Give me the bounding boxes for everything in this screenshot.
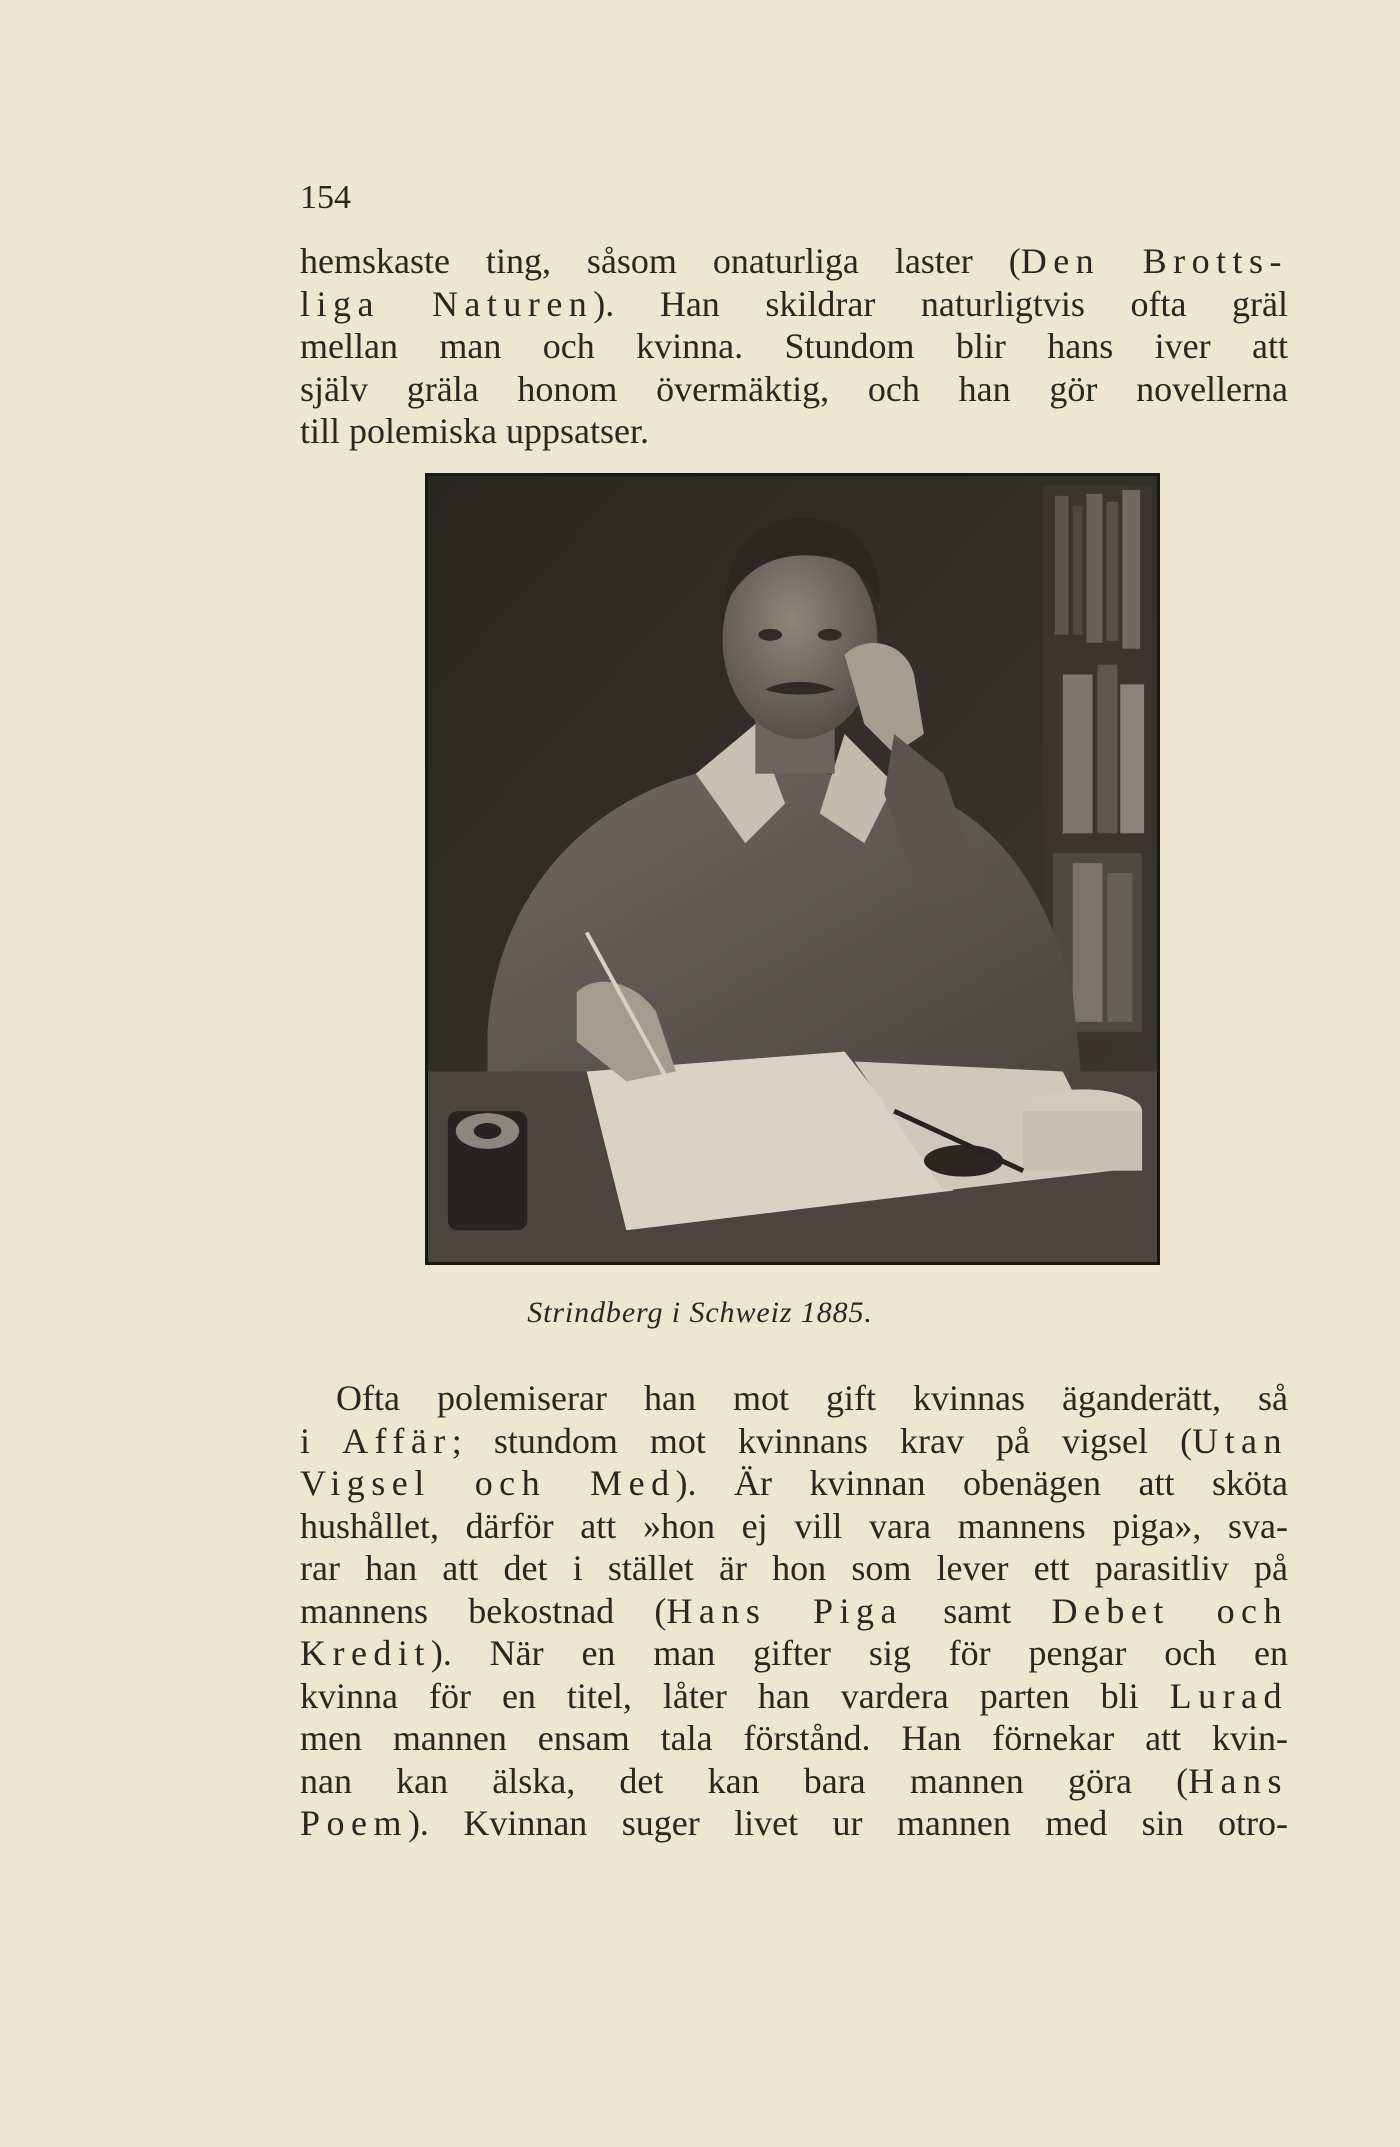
portrait-illustration xyxy=(428,476,1157,1262)
text-line: Kredit). När en man gifter sig för pengar och en xyxy=(300,1633,1288,1673)
text-line: nan kan älska, det kan bara mannen göra (Hans xyxy=(300,1760,1288,1801)
text-line: mannens bekostnad (Hans Piga samt Debet och xyxy=(300,1590,1288,1631)
text-line: liga Naturen). Han skildrar naturligtvis ofta gräl xyxy=(300,283,1288,324)
text-line: men mannen ensam tala förstånd. Han förnekar att kvin- xyxy=(300,1718,1288,1758)
text-line: Vigsel och Med). Är kvinnan obenägen att sköta xyxy=(300,1463,1288,1503)
text-line: Poem). Kvinnan suger livet ur mannen med sin otro- xyxy=(300,1803,1288,1843)
text-line: Ofta polemiserar han mot gift kvinnas äganderätt, så xyxy=(336,1378,1288,1418)
text-line: i Affär; stundom mot kvinnans krav på vigsel (Utan xyxy=(300,1420,1288,1461)
page-number: 154 xyxy=(300,179,351,216)
text-line: hemskaste ting, såsom onaturliga laster (Den Brotts- xyxy=(300,241,1288,281)
paragraph-top xyxy=(300,240,1288,453)
text-line: hushållet, därför att »hon ej vill vara mannens piga», sva- xyxy=(300,1505,1288,1546)
paragraph-bottom xyxy=(300,1377,1288,1845)
text-line: till polemiska uppsatser. xyxy=(300,411,649,451)
text-line: kvinna för en titel, låter han vardera parten bli Lurad xyxy=(300,1675,1288,1716)
figure-caption: Strindberg i Schweiz 1885. xyxy=(527,1296,873,1329)
text-line: själv gräla honom övermäktig, och han gör novellerna xyxy=(300,368,1288,409)
text-line: mellan man och kvinna. Stundom blir hans iver att xyxy=(300,326,1288,366)
text-line: rar han att det i stället är hon som lever ett parasitliv på xyxy=(300,1548,1288,1588)
portrait-photo xyxy=(425,473,1160,1265)
